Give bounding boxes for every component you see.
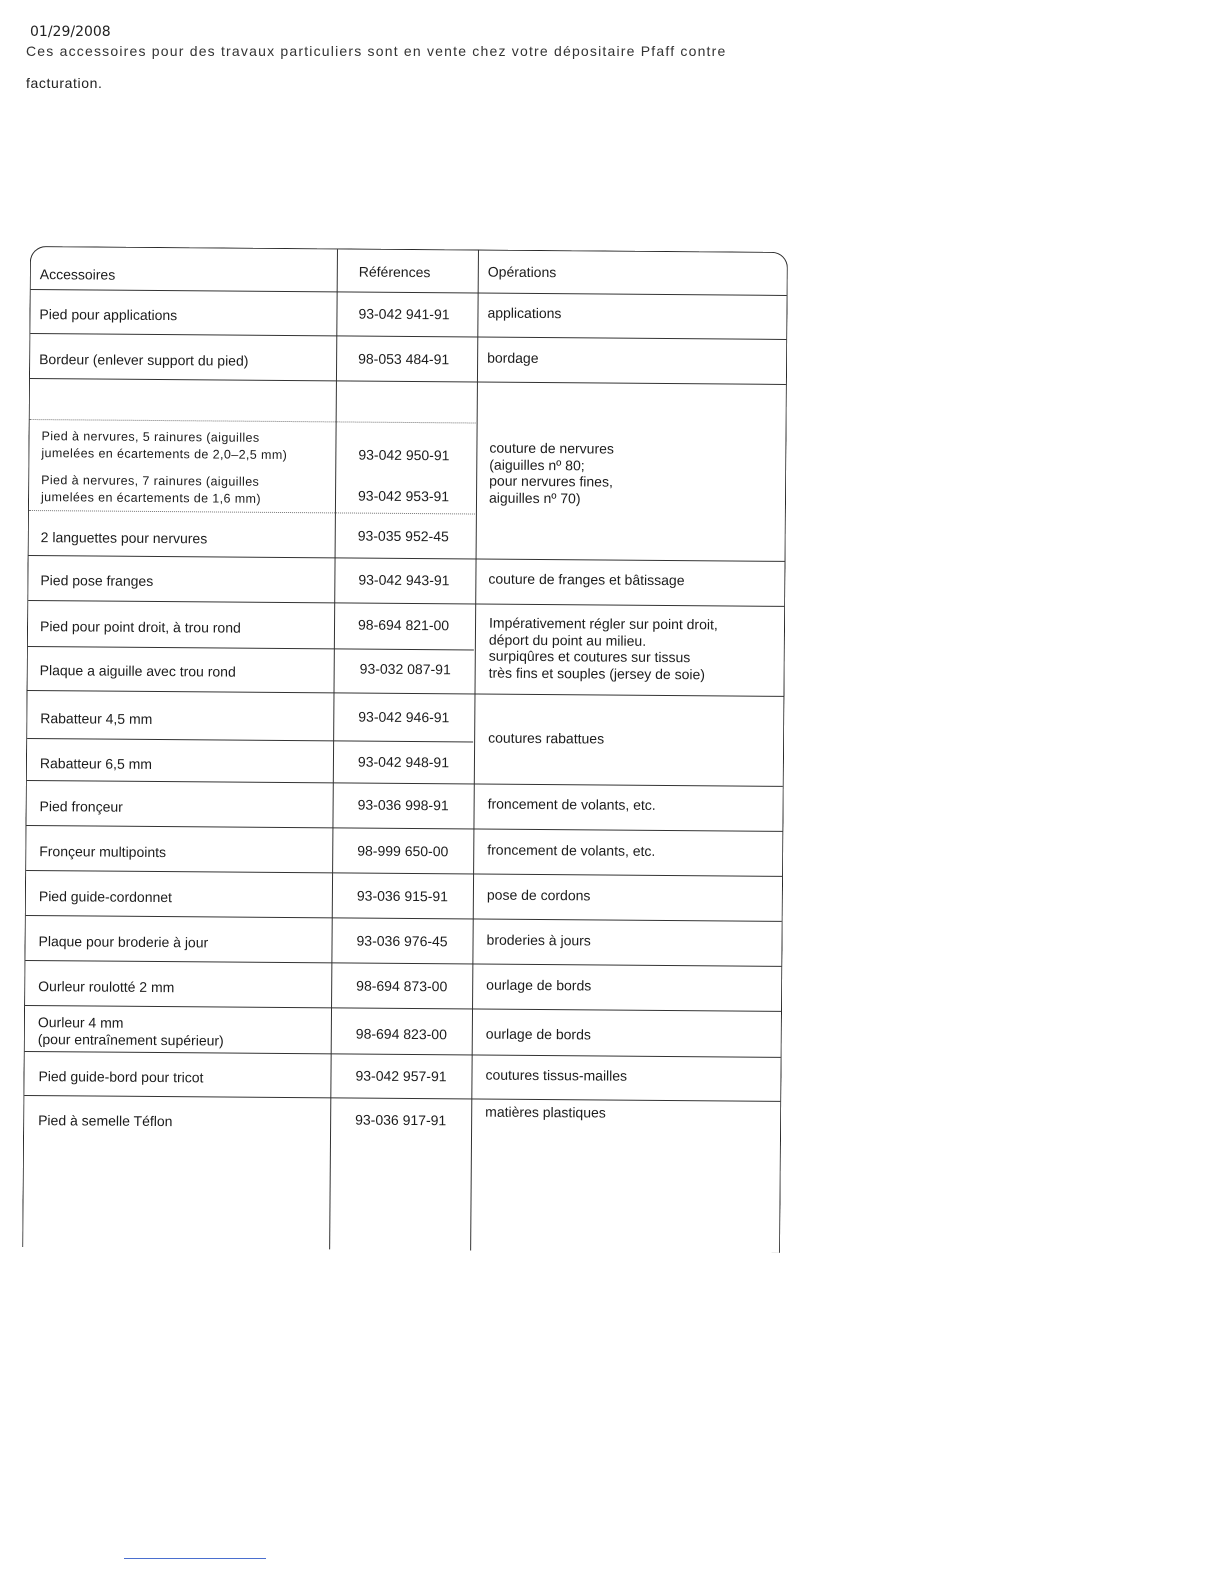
accessory-cell: Pied guide-bord pour tricot [38,1068,204,1086]
accessory-cell: Ourleur 4 mm (pour entraînement supérieur) [37,1014,224,1049]
dotted-divider [30,419,476,424]
operation-cell-merged: coutures rabattues [488,729,605,747]
reference-cell: 93-036 915-91 [356,887,449,905]
operation-cell: ourlage de bords [485,1025,591,1043]
header-references: Références [358,263,431,281]
table-row [24,1095,780,1146]
table-row [25,915,781,967]
table-row [30,333,786,385]
accessory-cell: Pied à semelle Téflon [38,1112,173,1130]
operation-cell-merged: Impérativement régler sur point droit, déport du point au milieu. surpiqûres et coutures sur tissus très fins et souples (jersey de soie) [488,614,718,682]
header-accessoires: Accessoires [39,266,116,283]
table-row [26,780,782,832]
bottom-link-line [124,1558,266,1559]
table-row [26,870,782,922]
accessories-table [23,246,788,1130]
intro-text-cut-line: Ces accessoires pour des travaux particuliers sont en vente chez votre dépositaire Pfaff contre [26,43,727,59]
accessory-cell: Pied à nervures, 7 rainures (aiguilles jumelées en écartements de 1,6 mm) [40,473,262,506]
accessory-cell: Pied pour point droit, à trou rond [39,618,241,636]
reference-cell: 93-042 948-91 [357,753,450,771]
reference-cell: 93-042 941-91 [358,305,450,323]
accessory-cell: Pied pose franges [40,572,154,589]
operation-cell: froncement de volants, etc. [487,841,656,859]
table-row [25,960,781,1012]
table-row [24,1051,780,1102]
document-date: 01/29/2008 [30,24,111,40]
reference-cell: 93-036 998-91 [357,796,449,814]
accessory-cell: Rabatteur 6,5 mm [39,755,153,772]
reference-cell: 98-694 823-00 [355,1025,447,1043]
table-row-group-rabatteur [27,690,784,787]
reference-cell: 98-999 650-00 [357,842,449,860]
operation-cell: broderies à jours [486,931,591,949]
table-row [28,555,784,607]
accessory-cell: Pied fronçeur [39,798,123,815]
reference-cell: 98-694 873-00 [356,977,448,995]
accessory-cell: Pied pour applications [39,306,178,324]
reference-cell: 98-694 821-00 [357,616,450,634]
table-row [25,1005,781,1058]
operation-cell: matières plastiques [485,1103,606,1121]
accessory-cell: Plaque pour broderie à jour [38,933,209,951]
accessory-cell: Plaque a aiguille avec trou rond [39,662,236,680]
operation-cell: pose de cordons [486,886,591,904]
reference-cell: 93-042 953-91 [357,487,450,505]
reference-cell: 93-042 950-91 [358,446,450,464]
operation-cell: ourlage de bords [486,976,592,994]
reference-cell: 93-042 946-91 [358,708,450,726]
reference-cell: 93-032 087-91 [359,660,451,678]
reference-cell: 93-042 943-91 [358,571,450,589]
operation-cell: applications [487,304,562,322]
table-row-group-nervures [29,378,786,562]
accessory-cell: Ourleur roulotté 2 mm [38,978,175,996]
reference-cell: 93-042 957-91 [355,1067,447,1085]
operation-cell: coutures tissus-mailles [485,1066,628,1084]
table-row [30,289,786,340]
table-frame [22,246,788,1253]
table-row-group-point-droit [28,600,785,697]
table-header-row [31,247,787,295]
accessory-cell: Pied à nervures, 5 rainures (aiguilles jumelées en écartements de 2,0–2,5 mm) [41,429,288,463]
header-operations: Opérations [487,263,557,281]
accessory-cell: Fronçeur multipoints [39,843,167,861]
accessory-cell: 2 languettes pour nervures [40,529,208,547]
reference-cell: 93-035 952-45 [357,527,449,545]
accessory-cell: Pied guide-cordonnet [38,888,173,906]
row-divider [28,646,474,651]
dotted-divider [29,510,475,515]
operation-cell-merged: couture de nervures (aiguilles nº 80; pour nervures fines, aiguilles nº 70) [488,439,615,506]
accessory-cell: Rabatteur 4,5 mm [40,710,153,727]
intro-text: facturation. [26,75,103,91]
table-row [26,825,782,877]
operation-cell: froncement de volants, etc. [487,795,656,813]
reference-cell: 93-036 917-91 [355,1111,447,1129]
reference-cell: 98-053 484-91 [358,350,450,368]
operation-cell: bordage [487,349,539,366]
operation-cell: couture de franges et bâtissage [488,570,685,589]
accessory-cell: Bordeur (enlever support du pied) [39,351,249,369]
row-divider [27,738,473,743]
reference-cell: 93-036 976-45 [356,932,448,950]
